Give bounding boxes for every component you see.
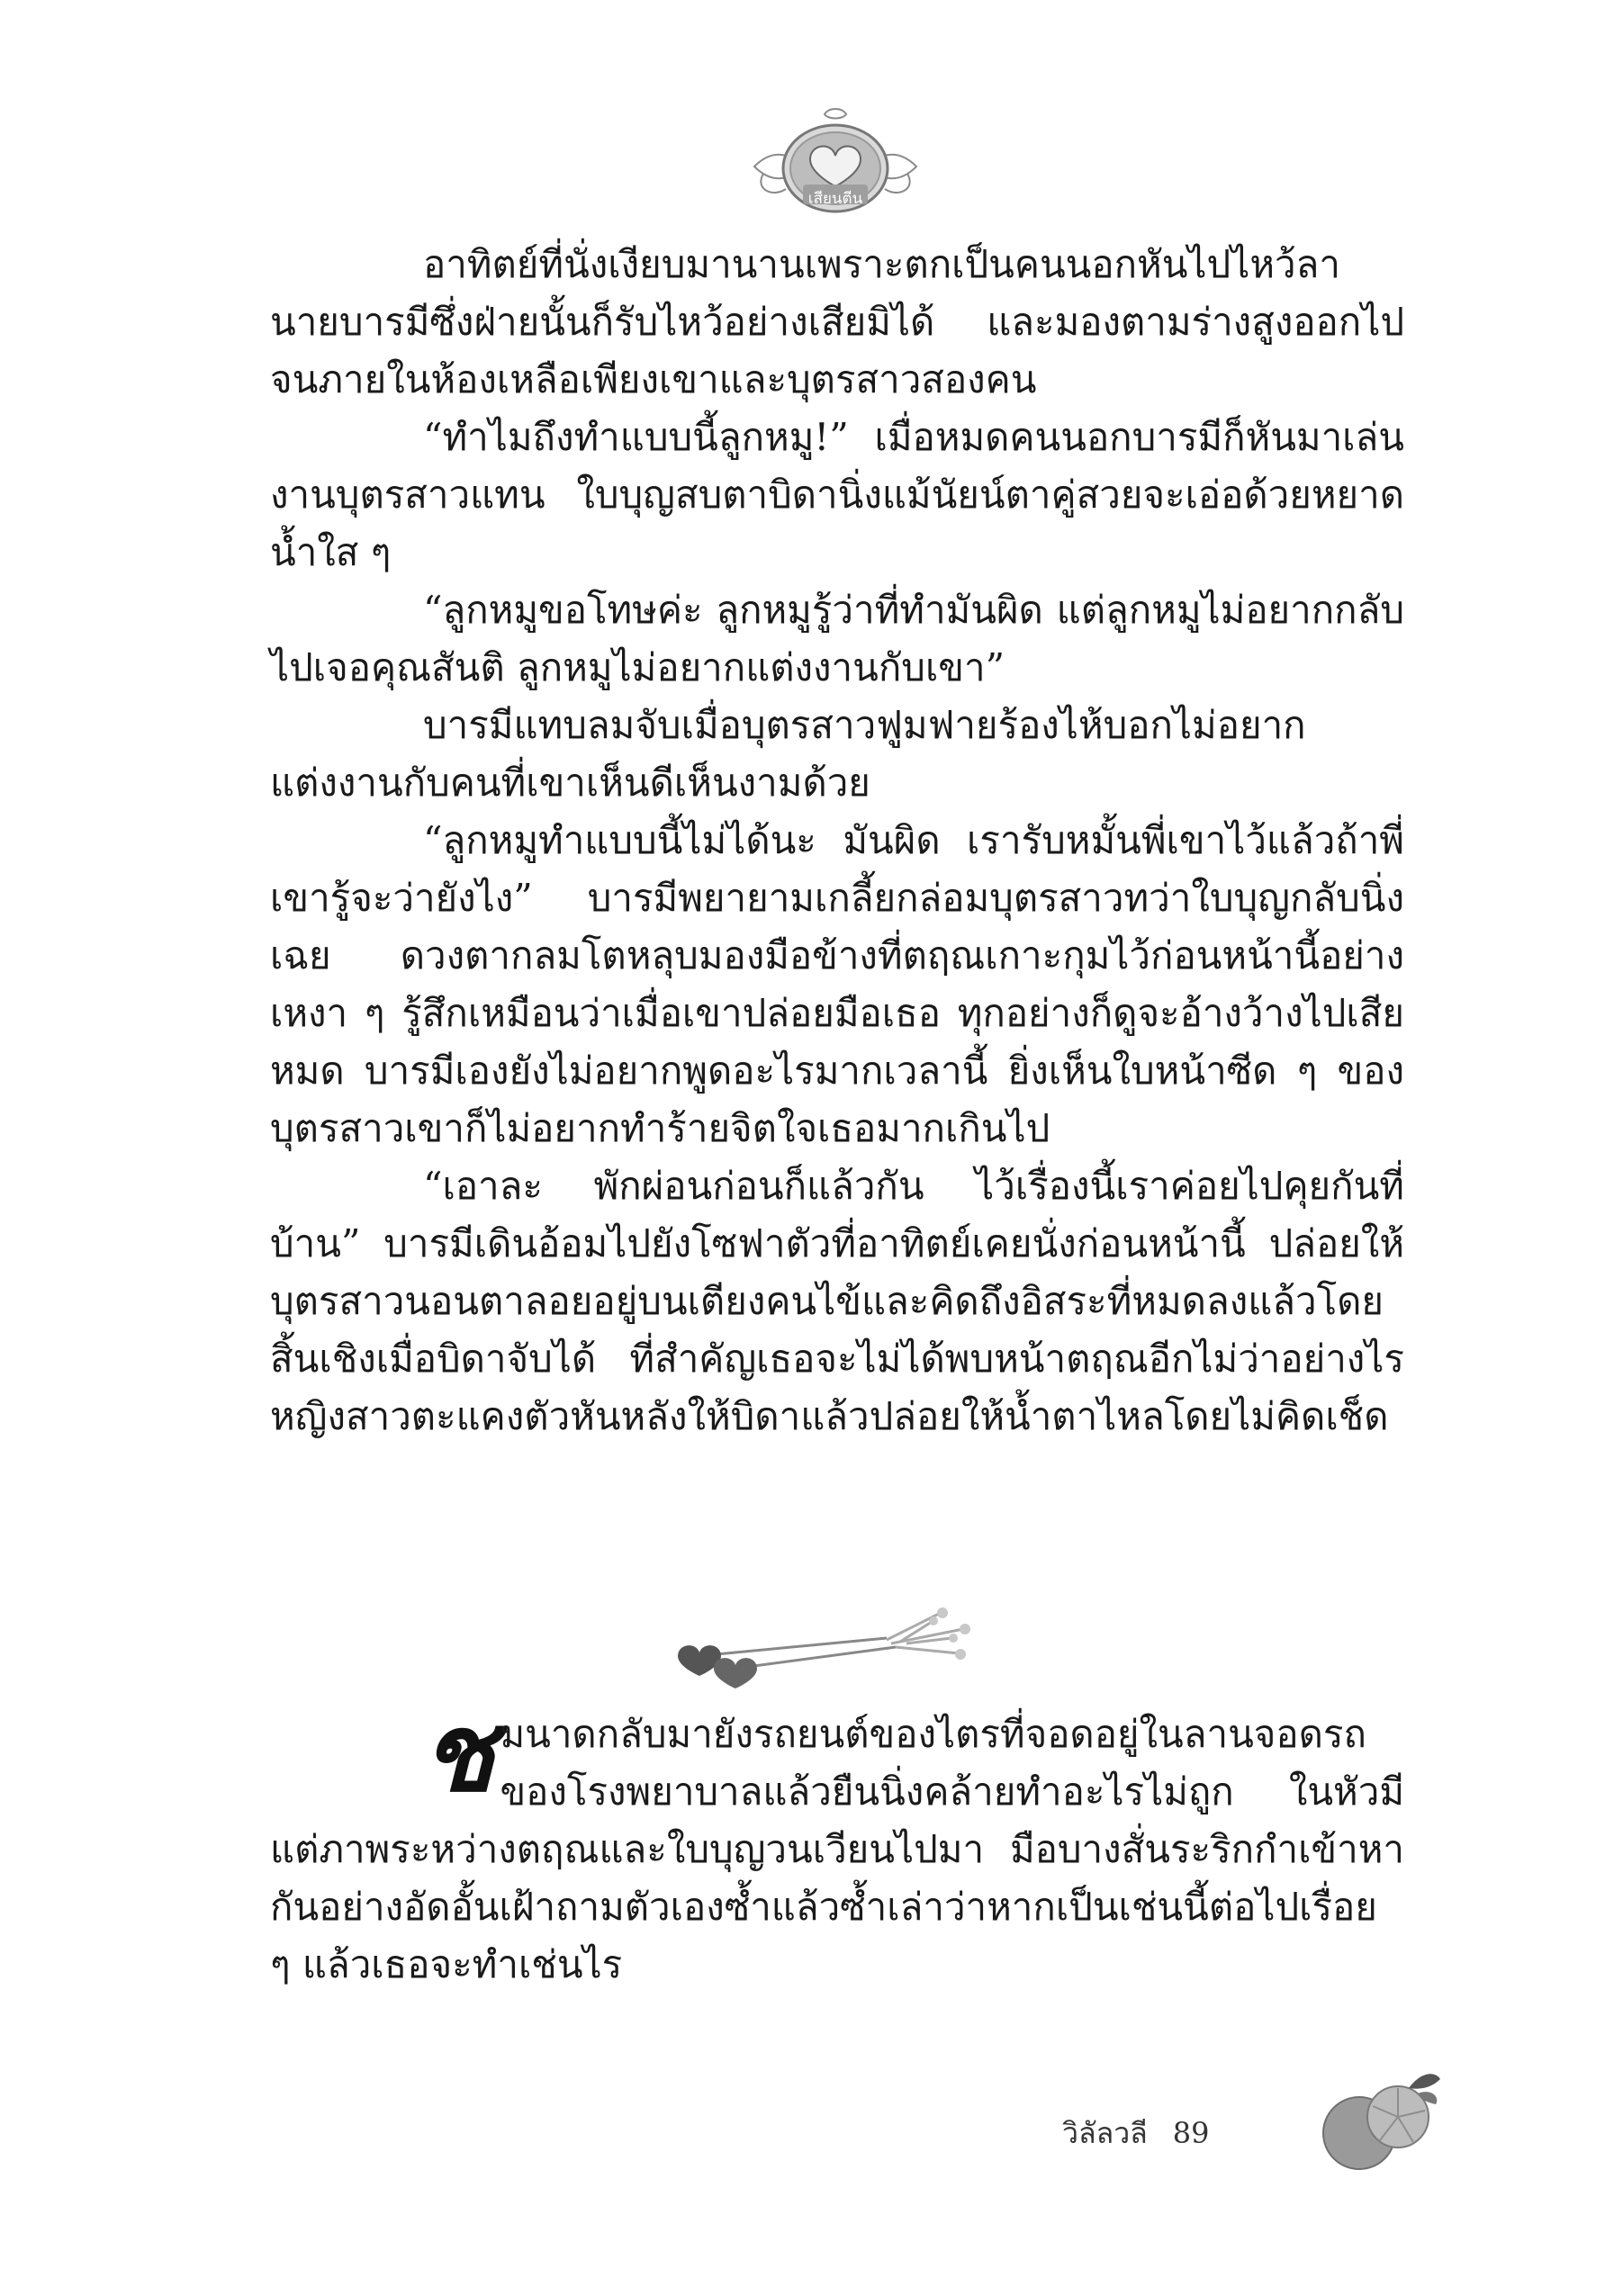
paragraph-6: “เอาละ พักผ่อนก่อนก็แล้วกัน ไว้เรื่องนี้เราค่อยไปคุยกันที่บ้าน” บารมีเดินอ้อมไปยังโซฟาตัวที่อาทิตย์เคยนั่งก่อนหน้านี้ ปล่อยให้บุตรสาวนอนตาลอยอยู่บนเตียงคนไข้และคิดถึงอิสระที่หมดลงแล้วโดยสิ้นเชิงเมื่อบิดาจับได้ ที่สำคัญเธอจะไม่ได้พบหน้าตฤณอีกไม่ว่าอย่างไร หญิงสาวตะแคงตัวหันหลังให้บิดาแล้วปล่อยให้น้ำตาไหลโดยไม่คิดเช็ด [270,1164,1404,1438]
fruit-illustration-icon [1310,2061,1445,2178]
logo-lettering: เสียนตีน [807,190,863,208]
body-text [270,236,1404,1445]
paragraph-3: “ลูกหมูขอโทษค่ะ ลูกหมูรู้ว่าที่ทำมันผิด แต่ลูกหมูไม่อยากกลับไปเจอคุณสันติ ลูกหมูไม่อยากแต่งงานกับเขา” [270,588,1404,689]
page-number: 89 [1172,2116,1210,2150]
paragraph-2: “ทำไมถึงทำแบบนี้ลูกหมู!” เมื่อหมดคนนอกบารมีก็หันมาเล่นงานบุตรสาวแทน ใบบุญสบตาบิดานิ่งแม้นัยน์ตาคู่สวยจะเอ่อด้วยหยาดน้ำใส ๆ [270,415,1404,574]
paragraph-1: อาทิตย์ที่นั่งเงียบมานานเพราะตกเป็นคนนอกหันไปไหว้ลานายบารมีซึ่งฝ่ายนั้นก็รับไหว้อย่างเสียมิได้ และมองตามร่างสูงออกไปจนภายในห้องเหลือเพียงเขาและบุตรสาวสองคน [270,242,1404,401]
page-footer [1062,2111,1209,2156]
section-paragraph: มนาดกลับมายังรถยนต์ของไตรที่จอดอยู่ในลานจอดรถของโรงพยาบาลแล้วยืนนิ่งคล้ายทำอะไรไม่ถูก ในหัวมีแต่ภาพระหว่างตฤณและใบบุญวนเวียนไปมา มือบางสั่นระริกกำเข้าหากันอย่างอัดอั้นเฝ้าถามตัวเองซ้ำแล้วซ้ำเล่าว่าหากเป็นเช่นนี้ต่อไปเรื่อย ๆ แล้วเธอจะทำเช่นไร [270,1712,1404,1986]
drop-cap-letter: ช [421,1689,495,1816]
paragraph-5: “ลูกหมูทำแบบนี้ไม่ได้นะ มันผิด เรารับหมั้นพี่เขาไว้แล้วถ้าพี่เขารู้จะว่ายังไง” บารมีพยายามเกลี้ยกล่อมบุตรสาวทว่าใบบุญกลับนิ่งเฉย ดวงตากลมโตหลุบมองมือข้างที่ตฤณเกาะกุมไว้ก่อนหน้านี้อย่างเหงา ๆ รู้สึกเหมือนว่าเมื่อเขาปล่อยมือเธอ ทุกอย่างก็ดูจะอ้างว้างไปเสียหมด บารมีเองยังไม่อยากพูดอะไรมากเวลานี้ ยิ่งเห็นใบหน้าซีด ๆ ของบุตรสาวเขาก็ไม่อยากทำร้ายจิตใจเธอมากเกินไป [270,818,1404,1150]
paragraph-4: บารมีแทบลมจับเมื่อบุตรสาวฟูมฟายร้องไห้บอกไม่อยากแต่งงานกับคนที่เขาเห็นดีเห็นงามด้วย [270,703,1306,805]
section-text [270,1689,1404,1994]
running-title: วิลัลวลี [1062,2116,1148,2150]
scene-break-ornament [671,1604,981,1694]
